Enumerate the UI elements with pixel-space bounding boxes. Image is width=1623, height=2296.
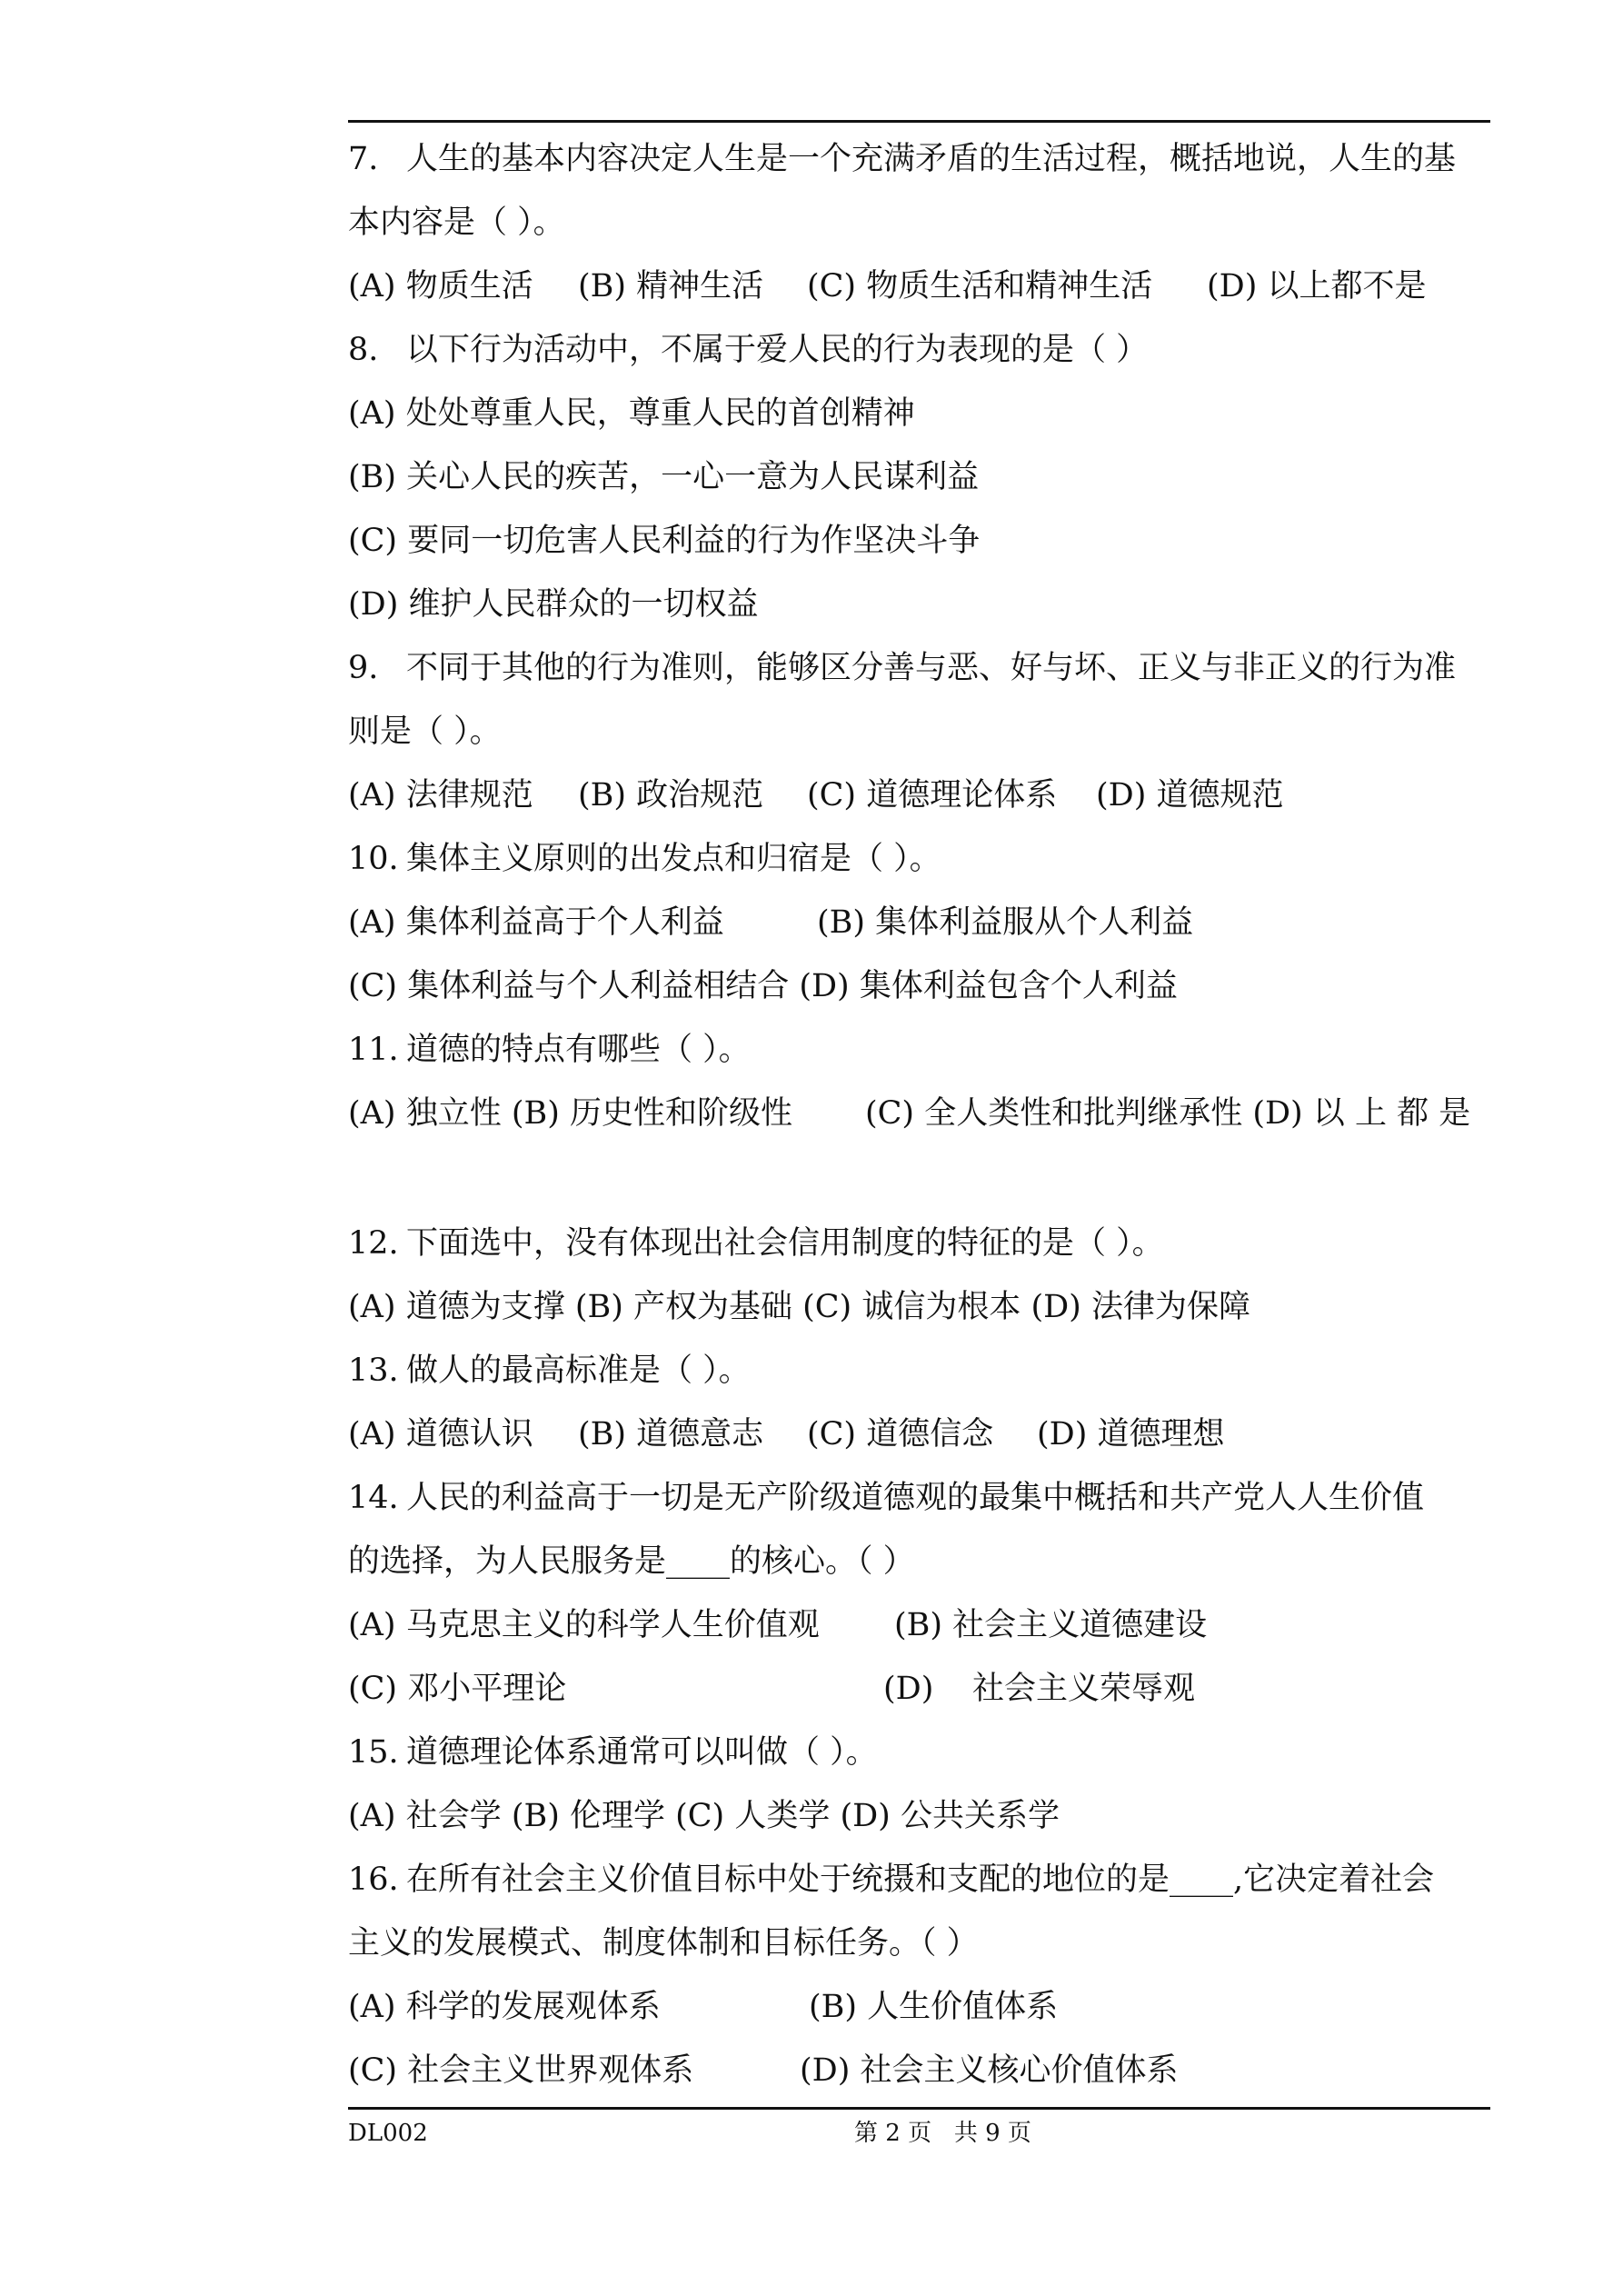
option-d: 社会主义荣辱观	[972, 1671, 1196, 1707]
question-8-option-a	[348, 386, 1490, 441]
question-text: 的选择，为人民服务是____的核心。（ ）	[348, 1543, 915, 1580]
option-c-d: (C) 全人类性和批判继承性 (D) 以 上 都 是	[865, 1095, 1471, 1132]
question-text: 人民的利益高于一切是无产阶级道德观的最集中概括和共产党人人生价值	[406, 1480, 1425, 1516]
question-7-options	[348, 259, 1490, 314]
option-a: (A) 马克思主义的科学人生价值观	[348, 1607, 820, 1643]
question-text: 以下行为活动中，不属于爱人民的行为表现的是（ ）	[406, 332, 1149, 368]
question-number: 15.	[348, 1734, 399, 1771]
question-14-options-ab	[348, 1598, 1490, 1652]
question-number: 10.	[348, 841, 399, 877]
question-10-options-ab	[348, 895, 1490, 950]
option-c: (C) 道德理论体系	[807, 777, 1058, 814]
option-a: (A) 科学的发展观体系	[348, 1989, 661, 2025]
header-rule	[348, 120, 1490, 123]
question-11-stem	[348, 1023, 1490, 1077]
question-text: 做人的最高标准是（ ）。	[406, 1353, 751, 1389]
question-15-options	[348, 1789, 1490, 1843]
question-7-stem	[348, 132, 1490, 186]
question-text: 主义的发展模式、制度体制和目标任务。（ ）	[348, 1925, 979, 1962]
option-b: (B) 集体利益服从个人利益	[817, 904, 1194, 941]
question-14-stem-cont	[348, 1534, 1490, 1589]
question-10-options-cd	[348, 959, 1490, 1013]
option-c: (C) 道德信念	[807, 1416, 994, 1452]
document-code: DL002	[348, 2120, 428, 2147]
question-16-options-cd	[348, 2043, 1490, 2098]
question-14-stem	[348, 1471, 1490, 1525]
question-text: 本内容是（ ）。	[348, 205, 565, 241]
option-d: (D) 社会主义核心价值体系	[800, 2052, 1179, 2089]
question-12-options	[348, 1280, 1490, 1334]
question-number: 9.	[348, 650, 379, 686]
option-a: (A) 道德认识	[348, 1416, 533, 1452]
question-16-stem	[348, 1852, 1490, 1907]
option-c: (C) 物质生活和精神生活	[807, 268, 1153, 304]
question-15-stem	[348, 1725, 1490, 1780]
option-c: (C) 社会主义世界观体系	[348, 2052, 694, 2089]
option-a: (A) 处处尊重人民，尊重人民的首创精神	[348, 395, 915, 432]
question-8-stem	[348, 323, 1490, 377]
question-8-option-d	[348, 577, 1490, 632]
question-number: 8.	[348, 332, 379, 368]
option-b: (B) 社会主义道德建设	[894, 1607, 1208, 1643]
option-a: (A) 物质生活	[348, 268, 533, 304]
option-c: (C) 要同一切危害人民利益的行为作坚决斗争	[348, 523, 981, 559]
question-number: 7.	[348, 141, 379, 177]
option-a: (A) 法律规范	[348, 777, 533, 814]
option-b: (B) 关心人民的疾苦，一心一意为人民谋利益	[348, 459, 980, 495]
option-b: (B) 政治规范	[578, 777, 764, 814]
page-number: 第 2 页 共 9 页	[854, 2120, 1031, 2147]
option-d: (D) 维护人民群众的一切权益	[348, 586, 759, 623]
option-b: (B) 道德意志	[578, 1416, 764, 1452]
question-number: 11.	[348, 1032, 399, 1068]
question-10-stem	[348, 832, 1490, 886]
question-text: 集体主义原则的出发点和归宿是（ ）。	[406, 841, 941, 877]
option-a-b: (A) 独立性 (B) 历史性和阶级性	[348, 1095, 792, 1132]
question-text: 下面选中，没有体现出社会信用制度的特征的是（ ）。	[406, 1225, 1164, 1262]
question-14-options-cd	[348, 1662, 1490, 1716]
question-number: 14.	[348, 1480, 399, 1516]
question-7-stem-cont	[348, 195, 1490, 250]
option-d-letter: (D)	[883, 1671, 934, 1707]
option-b: (B) 精神生活	[578, 268, 764, 304]
option-d: (D) 道德理想	[1037, 1416, 1225, 1452]
question-13-stem	[348, 1343, 1490, 1398]
question-16-options-ab	[348, 1980, 1490, 2034]
footer-rule	[348, 2107, 1490, 2110]
question-9-stem-cont	[348, 704, 1490, 759]
option-a-d: (A) 道德为支撑 (B) 产权为基础 (C) 诚信为根本 (D) 法律为保障	[348, 1289, 1250, 1325]
question-number: 13.	[348, 1353, 399, 1389]
question-8-option-c	[348, 514, 1490, 568]
option-a: (A) 集体利益高于个人利益	[348, 904, 724, 941]
question-16-stem-cont	[348, 1916, 1490, 1971]
question-11-options	[348, 1086, 1490, 1141]
question-text: 不同于其他的行为准则，能够区分善与恶、好与坏、正义与非正义的行为准	[406, 650, 1457, 686]
option-d: (D) 以上都不是	[1207, 268, 1427, 304]
question-12-stem	[348, 1216, 1490, 1271]
question-text: 道德的特点有哪些（ ）。	[406, 1032, 751, 1068]
question-9-options	[348, 768, 1490, 823]
option-c-d: (C) 集体利益与个人利益相结合 (D) 集体利益包含个人利益	[348, 968, 1178, 1004]
question-text: 人生的基本内容决定人生是一个充满矛盾的生活过程，概括地说，人生的基	[406, 141, 1457, 177]
option-b: (B) 人生价值体系	[809, 1989, 1059, 2025]
question-text: 道德理论体系通常可以叫做（ ）。	[406, 1734, 878, 1771]
question-9-stem	[348, 641, 1490, 695]
question-number: 16.	[348, 1862, 399, 1898]
question-13-options	[348, 1407, 1490, 1462]
option-a-d: (A) 社会学 (B) 伦理学 (C) 人类学 (D) 公共关系学	[348, 1798, 1060, 1834]
question-text: 在所有社会主义价值目标中处于统摄和支配的地位的是____,它决定着社会	[406, 1862, 1435, 1898]
question-text: 则是（ ）。	[348, 714, 502, 750]
question-8-option-b	[348, 450, 1490, 504]
option-c: (C) 邓小平理论	[348, 1671, 567, 1707]
option-d: (D) 道德规范	[1096, 777, 1284, 814]
question-number: 12.	[348, 1225, 399, 1262]
